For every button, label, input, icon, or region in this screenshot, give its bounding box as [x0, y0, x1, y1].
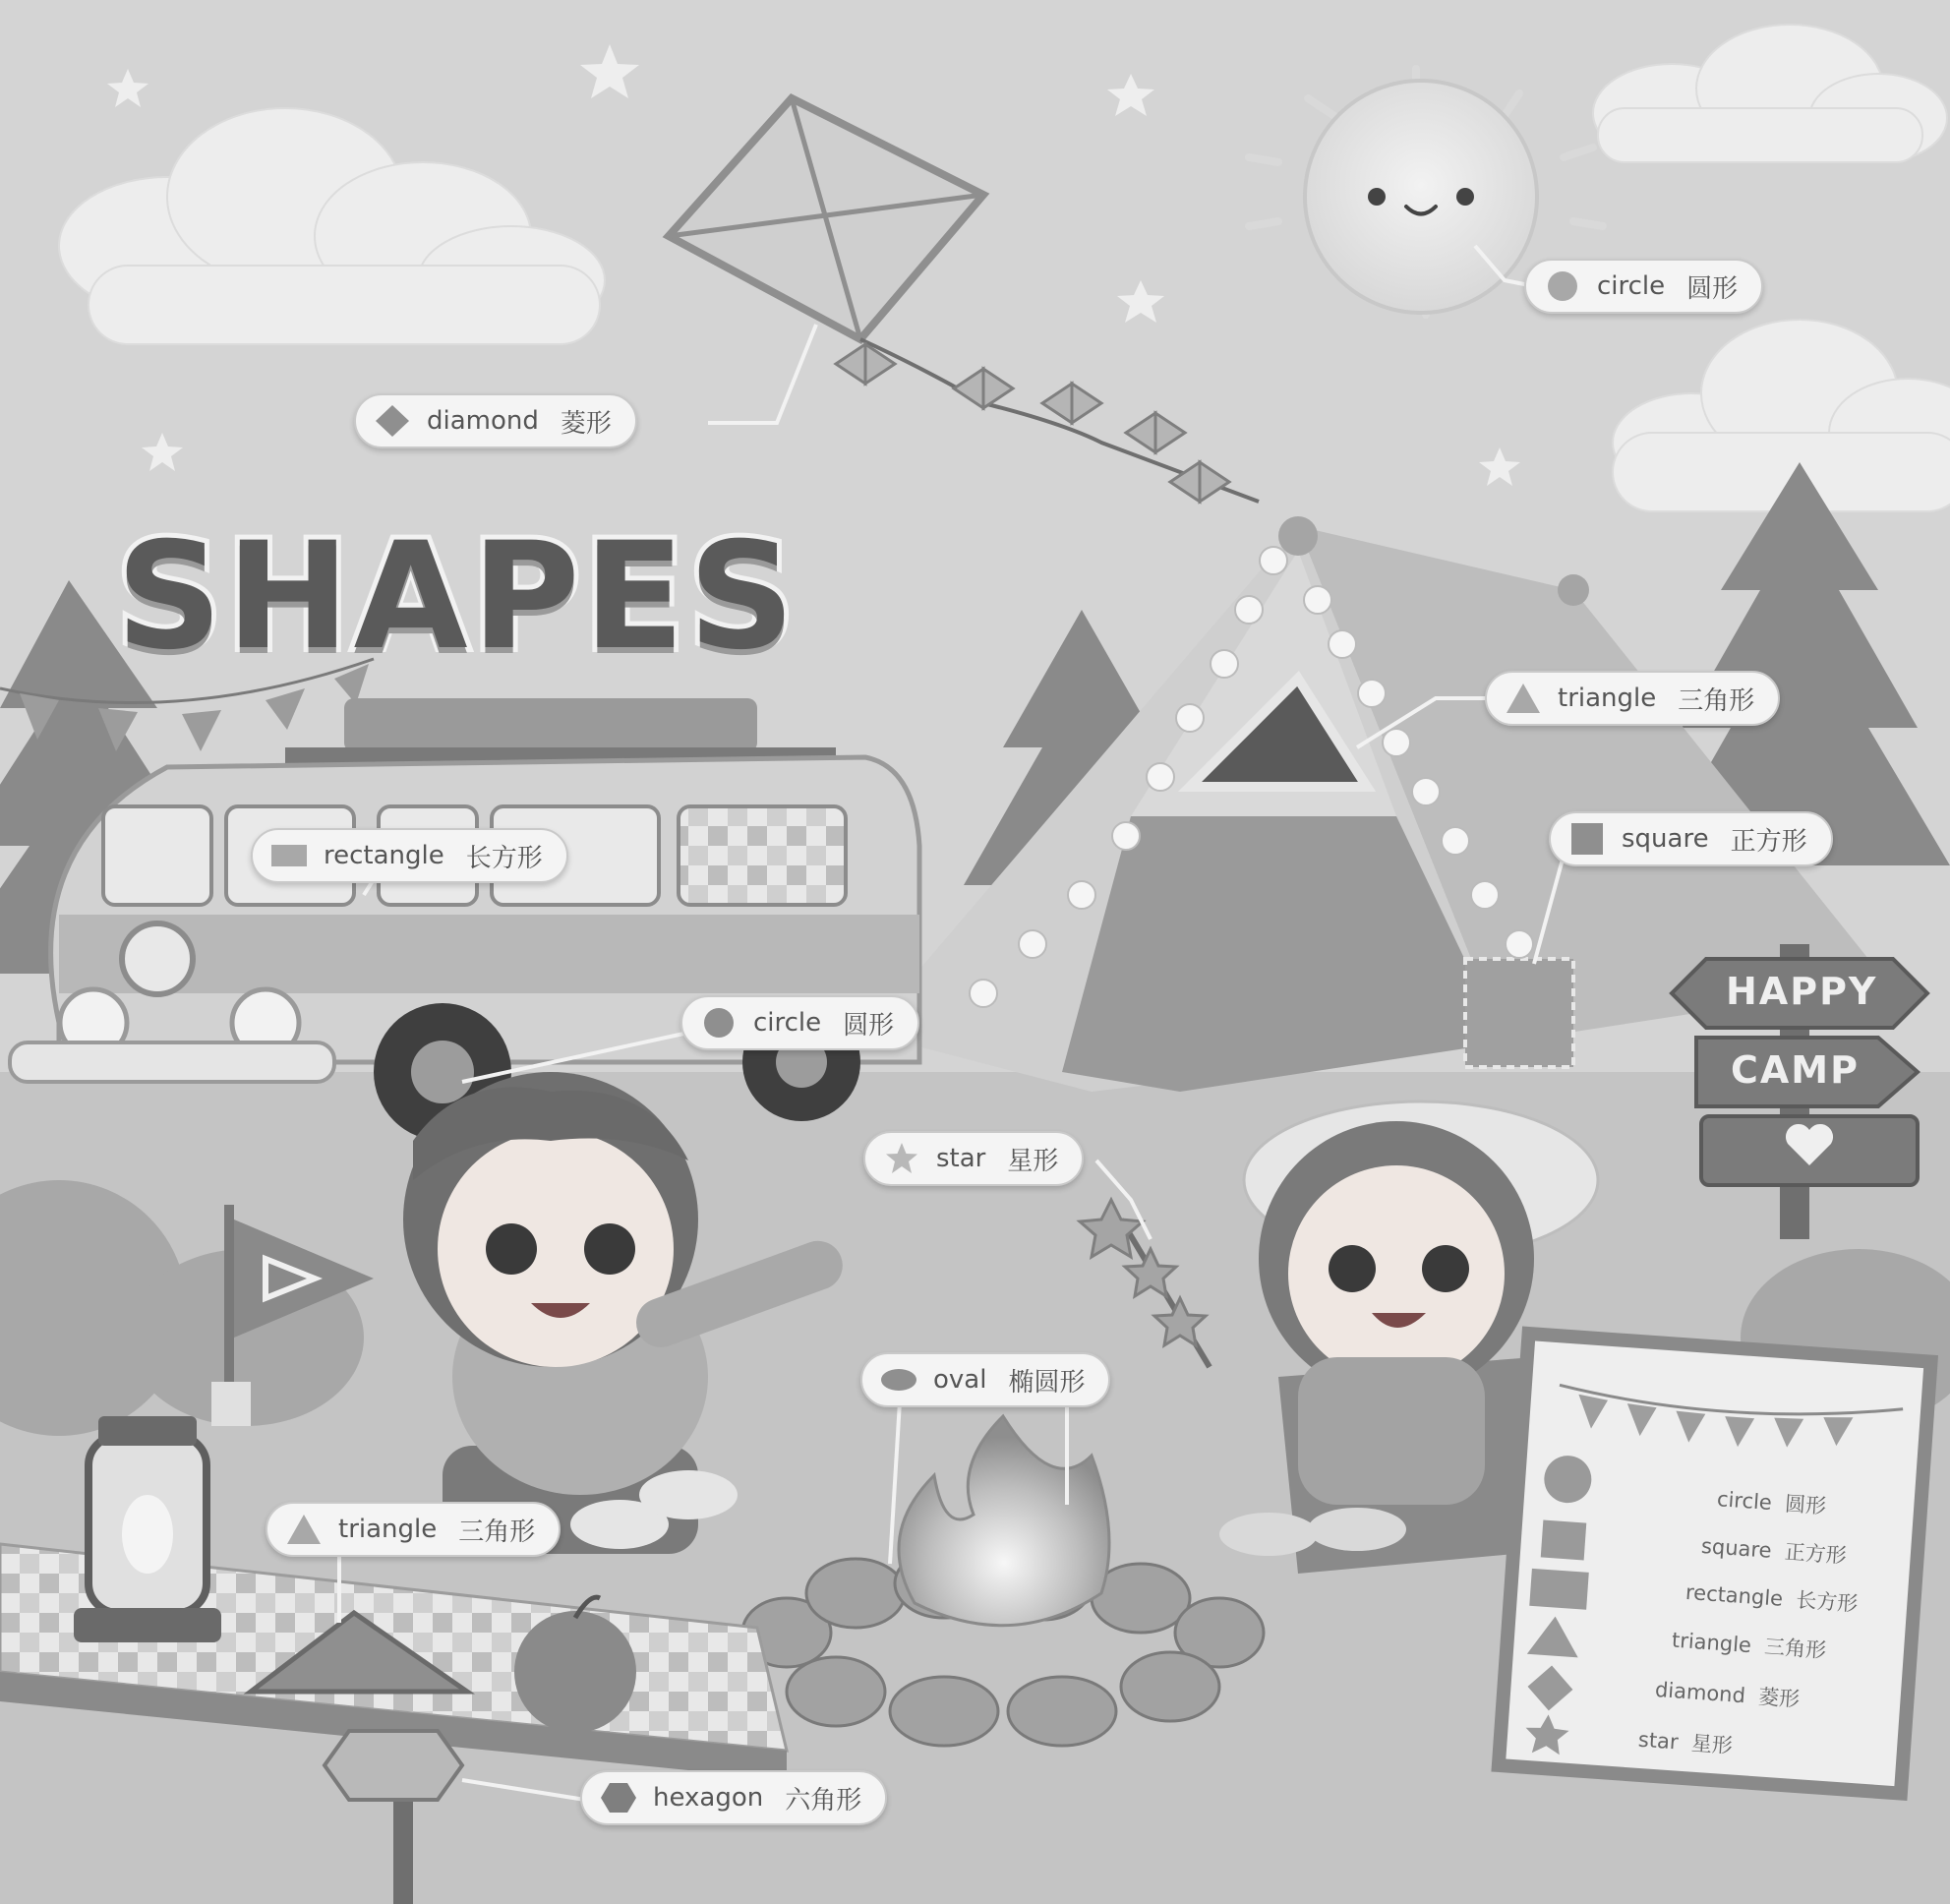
label-en: star	[936, 1144, 986, 1173]
label-zh: 菱形	[560, 408, 612, 439]
oval-icon	[880, 1363, 917, 1397]
label-square-patch	[1549, 811, 1833, 866]
label-triangle-chip	[266, 1502, 561, 1557]
lantern	[74, 1416, 221, 1642]
shape-board	[1499, 1334, 1931, 1794]
label-oval-stone	[860, 1352, 1110, 1407]
label-zh: 星形	[1007, 1146, 1059, 1176]
label-circle-sun	[1524, 259, 1763, 314]
label-star-skewer	[863, 1131, 1084, 1186]
diamond-icon	[374, 404, 411, 438]
hexagon-icon	[600, 1781, 637, 1815]
circle-icon	[700, 1006, 738, 1040]
label-en: oval	[933, 1365, 987, 1395]
board-row-rectangle: rectangle 长方形	[1684, 1579, 1860, 1617]
sign-camp: CAMP	[1731, 1048, 1860, 1092]
page-title: SHAPES	[116, 511, 799, 683]
sign-happy: HAPPY	[1726, 970, 1878, 1013]
label-en: diamond	[427, 406, 539, 436]
label-zh: 三角形	[1678, 685, 1755, 716]
label-en: square	[1622, 824, 1709, 854]
board-row-star: star 星形	[1637, 1727, 1734, 1758]
triangle-icon	[1505, 682, 1542, 715]
label-zh: 三角形	[458, 1517, 536, 1547]
label-en: rectangle	[324, 841, 444, 870]
label-hexagon-box	[580, 1770, 887, 1825]
label-en: hexagon	[653, 1783, 764, 1813]
circle-icon	[1544, 269, 1581, 303]
label-rectangle-van	[251, 828, 568, 883]
triangle-icon	[285, 1513, 323, 1546]
label-en: circle	[753, 1008, 822, 1038]
rectangle-icon	[270, 839, 308, 872]
label-zh: 长方形	[465, 843, 543, 873]
label-en: triangle	[1558, 684, 1657, 713]
label-en: triangle	[338, 1515, 438, 1544]
board-row-square: square 正方形	[1700, 1533, 1848, 1569]
board-row-circle: circle 圆形	[1716, 1487, 1827, 1518]
label-circle-wheel	[680, 995, 919, 1050]
board-row-triangle: triangle 三角形	[1671, 1628, 1827, 1663]
square-icon	[1568, 822, 1606, 856]
label-en: circle	[1597, 271, 1666, 301]
label-zh: 正方形	[1730, 826, 1807, 857]
label-triangle-tent	[1485, 671, 1780, 726]
label-diamond-kite	[354, 393, 637, 448]
label-zh: 圆形	[1686, 273, 1739, 304]
label-zh: 椭圆形	[1008, 1367, 1086, 1398]
label-zh: 圆形	[843, 1010, 895, 1041]
star-icon	[883, 1142, 920, 1175]
label-zh: 六角形	[785, 1785, 862, 1815]
board-row-diamond: diamond 菱形	[1654, 1677, 1801, 1712]
